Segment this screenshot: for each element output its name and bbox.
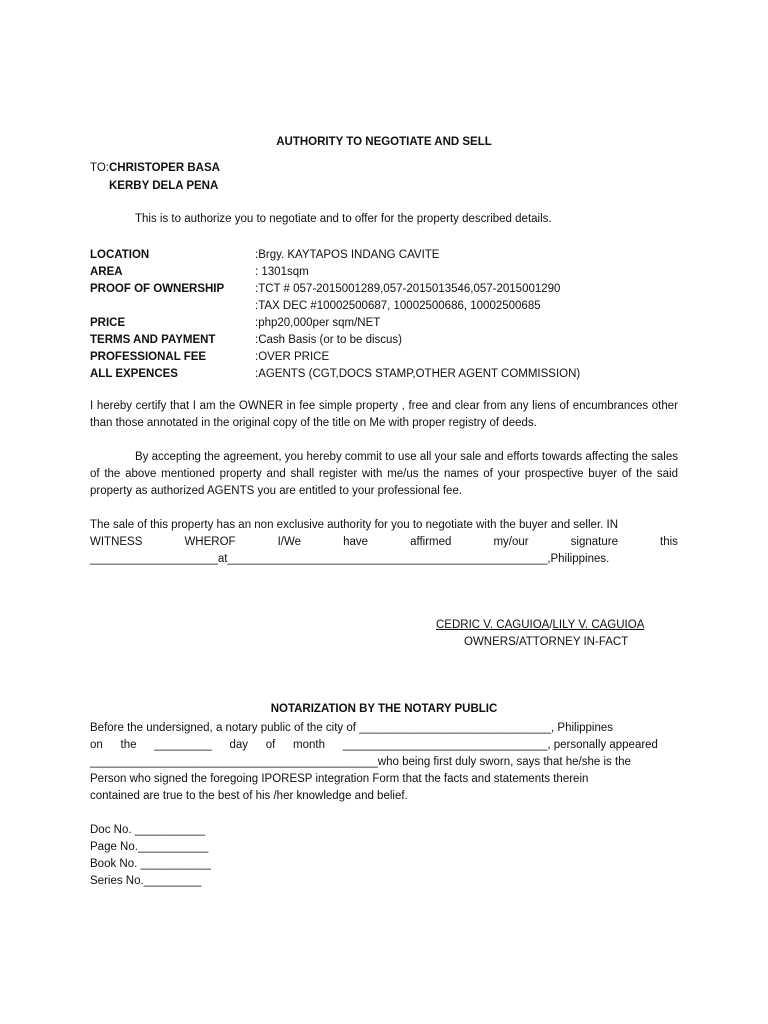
detail-value: :TAX DEC #10002500687, 10002500686, 10002500685 <box>255 300 541 312</box>
document-title: AUTHORITY TO NEGOTIATE AND SELL <box>276 136 492 148</box>
recipient-name-2: KERBY DELA PENA <box>109 180 219 192</box>
notary-line: _____________________________________________who being first duly sworn, says that he/she is the <box>90 756 631 768</box>
notary-word: on <box>90 739 103 751</box>
notary-title: NOTARIZATION BY THE NOTARY PUBLIC <box>270 703 498 715</box>
sale-line: The sale of this property has an non exclusive authority for you to negotiate with the buyer and seller. IN <box>90 519 619 531</box>
detail-row <box>90 264 710 281</box>
signatory-separator: / <box>549 619 553 631</box>
detail-label: PROOF OF OWNERSHIP <box>90 283 225 295</box>
witness-word: I/We <box>277 536 302 548</box>
detail-value: : 1301sqm <box>255 266 309 278</box>
detail-row <box>90 366 710 383</box>
detail-label: LOCATION <box>90 249 150 261</box>
certify-paragraph: I hereby certify that I am the OWNER in fee simple property , free and clear from any liens of encumbrances other than those annotated in the original copy of the title on Me with proper registry of deeds. <box>90 400 678 429</box>
witness-word: have <box>343 536 369 548</box>
notary-line: contained are true to the best of his /her knowledge and belief. <box>90 790 408 802</box>
notary-word: month <box>293 739 325 751</box>
detail-label: TERMS AND PAYMENT <box>90 334 216 346</box>
detail-row <box>90 281 710 298</box>
notary-word: the <box>120 739 137 751</box>
notary-body <box>90 720 658 805</box>
detail-label: PROFESSIONAL FEE <box>90 351 207 363</box>
notary-word: of <box>265 739 276 751</box>
book-no-field: Book No. ___________ <box>90 858 211 870</box>
detail-value: :Cash Basis (or to be discus) <box>255 334 403 346</box>
sale-paragraph <box>90 517 678 568</box>
detail-label: ALL EXPENCES <box>90 368 178 380</box>
detail-value: :AGENTS (CGT,DOCS STAMP,OTHER AGENT COMMISSION) <box>255 368 581 380</box>
witness-word: signature <box>570 536 618 548</box>
witness-word: my/our <box>493 536 529 548</box>
recipient-name-1: CHRISTOPER BASA <box>108 162 220 174</box>
detail-row <box>90 332 710 349</box>
series-no-field: Series No._________ <box>90 875 202 887</box>
witness-word: WITNESS <box>90 536 143 548</box>
notary-word: _________ <box>154 739 212 751</box>
accepting-paragraph: By accepting the agreement, you hereby commit to use all your sale and efforts towards affecting the sales of the above mentioned property and shall register with me/us the names of your prospective buyer of the said property as authorized AGENTS you are entitled to your professional fee. <box>90 451 678 497</box>
notary-line-justified <box>90 737 658 754</box>
detail-row <box>90 315 710 332</box>
doc-fields <box>90 822 211 890</box>
detail-row <box>90 247 710 264</box>
signatory-role: OWNERS/ATTORNEY IN-FACT <box>464 636 629 648</box>
intro-text: This is to authorize you to negotiate and to offer for the property described details. <box>135 213 552 225</box>
detail-row <box>90 298 710 315</box>
witness-line <box>90 534 678 551</box>
detail-value: :TCT # 057-2015001289,057-2015013546,057-2015001290 <box>255 283 561 295</box>
notary-line: Before the undersigned, a notary public of the city of ______________________________, Philippines <box>90 722 614 734</box>
detail-row <box>90 349 710 366</box>
detail-value: :php20,000per sqm/NET <box>255 317 381 329</box>
witness-word: affirmed <box>410 536 452 548</box>
to-prefix: TO: <box>90 162 109 174</box>
witness-blank-line: ____________________at__________________________________________________,Philippines. <box>90 553 610 565</box>
detail-value: :OVER PRICE <box>255 351 330 363</box>
detail-label: PRICE <box>90 317 126 329</box>
recipient-line-1 <box>90 162 220 174</box>
property-details <box>90 247 710 383</box>
doc-no-field: Doc No. ___________ <box>90 824 206 836</box>
witness-word: WHEROF <box>184 536 236 548</box>
page-no-field: Page No.___________ <box>90 841 209 853</box>
notary-word: day <box>229 739 249 751</box>
signatory-names <box>436 619 644 631</box>
signatory-name-2: LILY V. CAGUIOA <box>552 619 645 631</box>
notary-word: ________________________________, personally appeared <box>342 739 658 751</box>
witness-word: this <box>660 536 678 548</box>
signatory-name-1: CEDRIC V. CAGUIOA <box>436 619 550 631</box>
notary-line: Person who signed the foregoing IPORESP integration Form that the facts and statements therein <box>90 773 589 785</box>
detail-value: :Brgy. KAYTAPOS INDANG CAVITE <box>255 249 440 261</box>
detail-label: AREA <box>90 266 123 278</box>
